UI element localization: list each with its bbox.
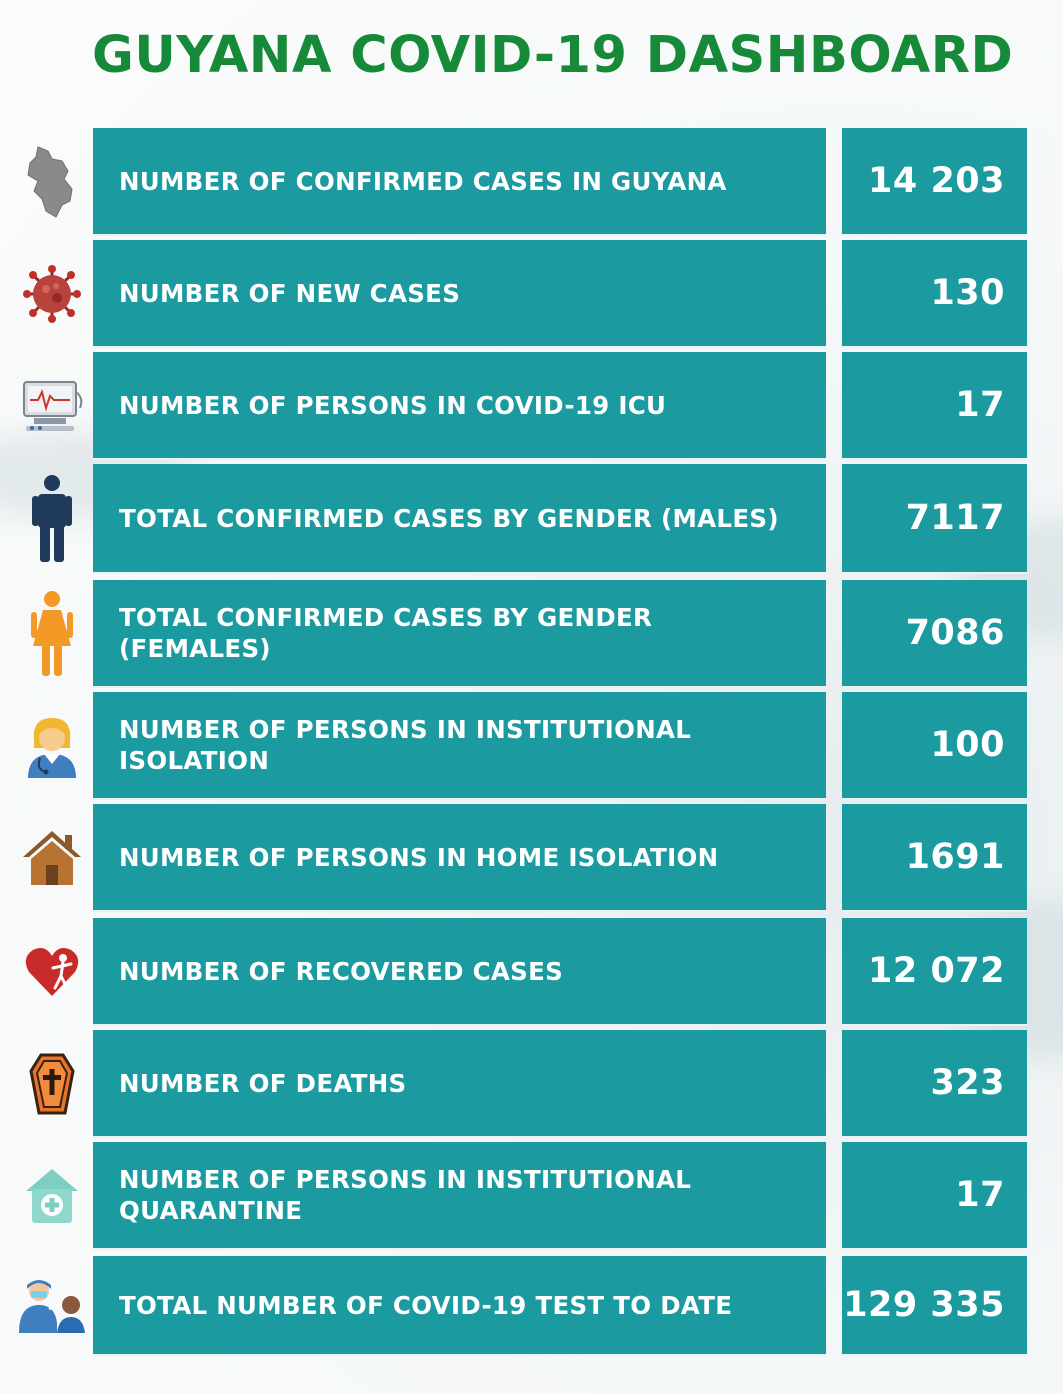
page-title: GUYANA COVID-19 DASHBOARD (92, 26, 1014, 85)
stat-label-cell (93, 1030, 826, 1138)
stat-value-cell (842, 352, 1027, 460)
stat-label: NUMBER OF PERSONS IN INSTITUTIONAL ISOLATION (119, 715, 692, 775)
stat-value-cell (842, 1256, 1027, 1356)
stat-row-icu (0, 352, 1063, 460)
stat-label-cell (93, 352, 826, 460)
stat-value: 12 072 (868, 951, 1005, 991)
house-icon (16, 804, 88, 912)
stat-label-cell (93, 240, 826, 348)
stat-label: TOTAL CONFIRMED CASES BY GENDER (FEMALES) (119, 603, 653, 663)
stat-label: NUMBER OF DEATHS (119, 1068, 407, 1098)
stat-value: 7117 (905, 498, 1005, 538)
stat-row-new-cases (0, 240, 1063, 348)
stat-label: NUMBER OF PERSONS IN COVID-19 ICU (119, 390, 667, 420)
health-worker-icon (16, 692, 88, 800)
stat-label-cell (93, 580, 826, 688)
stat-row-males (0, 464, 1063, 574)
stat-value: 17 (955, 1175, 1005, 1215)
stat-value: 129 335 (843, 1285, 1005, 1325)
stat-value-cell (842, 580, 1027, 688)
stat-label: TOTAL CONFIRMED CASES BY GENDER (MALES) (119, 503, 779, 533)
stat-row-deaths (0, 1030, 1063, 1138)
stat-row-recovered (0, 918, 1063, 1026)
female-person-icon (16, 580, 88, 688)
stat-value-cell (842, 464, 1027, 574)
virus-icon (16, 240, 88, 348)
stat-label: NUMBER OF PERSONS IN HOME ISOLATION (119, 842, 719, 872)
stat-row-confirmed-cases (0, 128, 1063, 236)
stat-value: 7086 (905, 613, 1005, 653)
stat-label: NUMBER OF RECOVERED CASES (119, 956, 564, 986)
stat-value-cell (842, 804, 1027, 912)
stat-value: 14 203 (868, 161, 1005, 201)
male-person-icon (16, 464, 88, 574)
stat-row-females (0, 580, 1063, 688)
stat-row-institutional-quarantine (0, 1142, 1063, 1250)
stat-label-cell (93, 464, 826, 574)
covid-test-icon (16, 1256, 88, 1356)
stat-value-cell (842, 128, 1027, 236)
stat-label: NUMBER OF PERSONS IN INSTITUTIONAL QUARANTINE (119, 1165, 692, 1225)
stat-label-cell (93, 128, 826, 236)
stat-value: 323 (930, 1063, 1005, 1103)
stat-row-home-isolation (0, 804, 1063, 912)
stat-value-cell (842, 918, 1027, 1026)
stat-label-cell (93, 692, 826, 800)
stat-value-cell (842, 1142, 1027, 1250)
stat-label-cell (93, 918, 826, 1026)
stat-label-cell (93, 1142, 826, 1250)
stat-row-tests (0, 1256, 1063, 1356)
stat-label: TOTAL NUMBER OF COVID-19 TEST TO DATE (119, 1290, 733, 1320)
guyana-map-icon (16, 128, 88, 236)
stat-value: 1691 (905, 837, 1005, 877)
stat-value: 17 (955, 385, 1005, 425)
stat-value: 130 (930, 273, 1005, 313)
stat-label: NUMBER OF NEW CASES (119, 278, 461, 308)
stat-value: 100 (930, 725, 1005, 765)
stat-value-cell (842, 240, 1027, 348)
stat-label-cell (93, 804, 826, 912)
stat-label: NUMBER OF CONFIRMED CASES IN GUYANA (119, 166, 727, 196)
coffin-icon (16, 1030, 88, 1138)
stat-value-cell (842, 692, 1027, 800)
stat-value-cell (842, 1030, 1027, 1138)
hospital-icon (16, 1142, 88, 1250)
recovered-heart-icon (16, 918, 88, 1026)
stat-row-institutional-isolation (0, 692, 1063, 800)
icu-monitor-icon (16, 352, 88, 460)
stat-label-cell (93, 1256, 826, 1356)
